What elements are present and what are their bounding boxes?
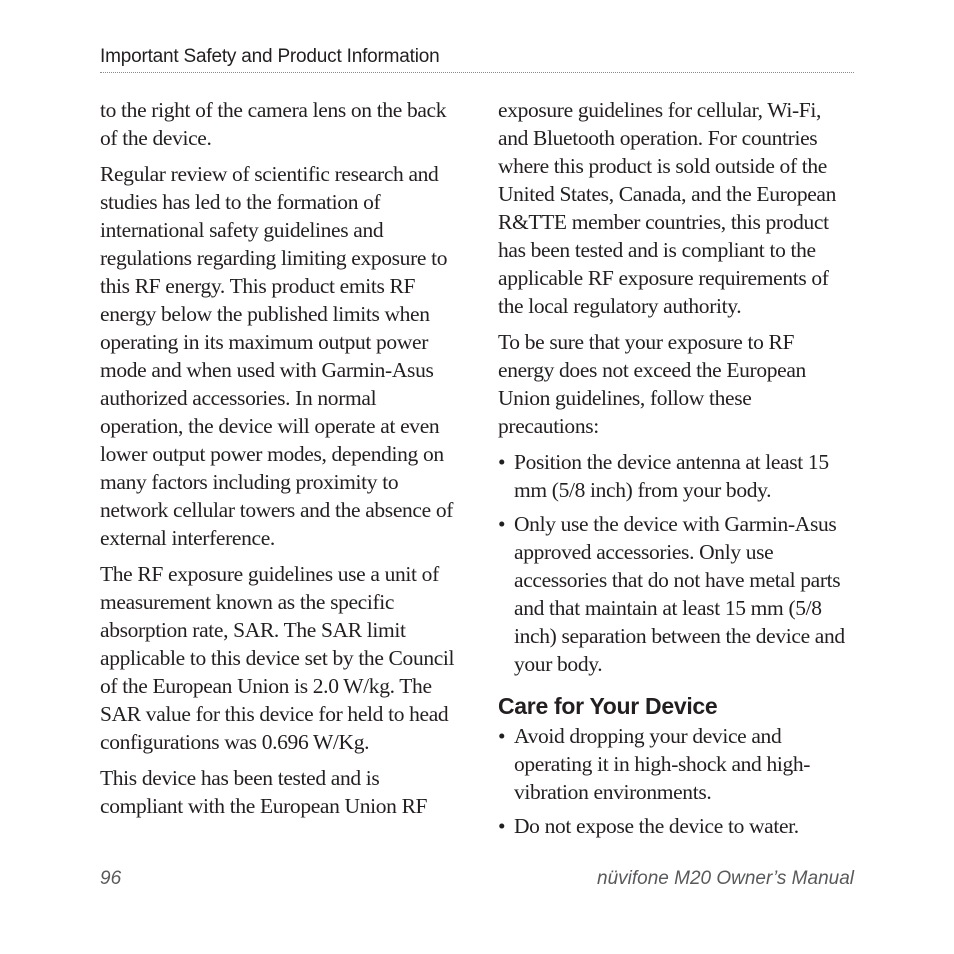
precautions-list (498, 448, 854, 678)
page-number: 96 (100, 868, 122, 889)
bullet-icon: • (498, 724, 506, 748)
care-list (498, 722, 854, 840)
section-heading-care: Care for Your Device (498, 693, 718, 719)
list-item-text: Do not expose the device to water. (514, 814, 799, 838)
bullet-icon: • (498, 814, 506, 838)
list-item (498, 722, 854, 806)
list-item-text: Avoid dropping your device and operating it in high-shock and high-vibration environments. (514, 724, 811, 804)
paragraph-exposure-guidelines: exposure guidelines for cellular, Wi-Fi, and Bluetooth operation. For countries where this product is sold outside of the United States, Canada, and the European R&TTE member countries, this product has been tested and is compliant to the applicable RF exposure requirements of the local regulatory authority. (498, 98, 837, 318)
running-head-title: Important Safety and Product Information (100, 46, 440, 67)
bullet-icon: • (498, 450, 506, 474)
list-item-text: Position the device antenna at least 15 mm (5/8 inch) from your body. (514, 450, 829, 502)
paragraph-precautions-intro: To be sure that your exposure to RF energy does not exceed the European Union guidelines, follow these precautions: (498, 330, 806, 438)
left-column (100, 96, 456, 828)
paragraph-camera-lens: to the right of the camera lens on the back of the device. (100, 98, 447, 150)
list-item (498, 812, 854, 840)
header-divider (100, 72, 854, 73)
list-item (498, 448, 854, 504)
manual-title: nüvifone M20 Owner’s Manual (597, 868, 854, 889)
list-item-text: Only use the device with Garmin-Asus approved accessories. Only use accessories that do not have metal parts and that maintain at least 15 mm (5/8 inch) separation between the device and your body. (514, 512, 845, 676)
paragraph-eu-compliance: This device has been tested and is compliant with the European Union RF (100, 766, 428, 818)
list-item (498, 510, 854, 678)
right-column (498, 96, 854, 846)
bullet-icon: • (498, 512, 506, 536)
paragraph-rf-research: Regular review of scientific research and studies has led to the formation of international safety guidelines and regulations regarding limiting exposure to this RF energy. This product emits RF energy below the published limits when operating in its maximum output power mode and when used with Garmin-Asus authorized accessories. In normal operation, the device will operate at even lower output power modes, depending on many factors including proximity to network cellular towers and the absence of external interference. (100, 162, 454, 550)
paragraph-sar: The RF exposure guidelines use a unit of measurement known as the specific absorption rate, SAR. The SAR limit applicable to this device set by the Council of the European Union is 2.0 W/kg. The SAR value for this device for held to head configurations was 0.696 W/Kg. (100, 562, 455, 754)
